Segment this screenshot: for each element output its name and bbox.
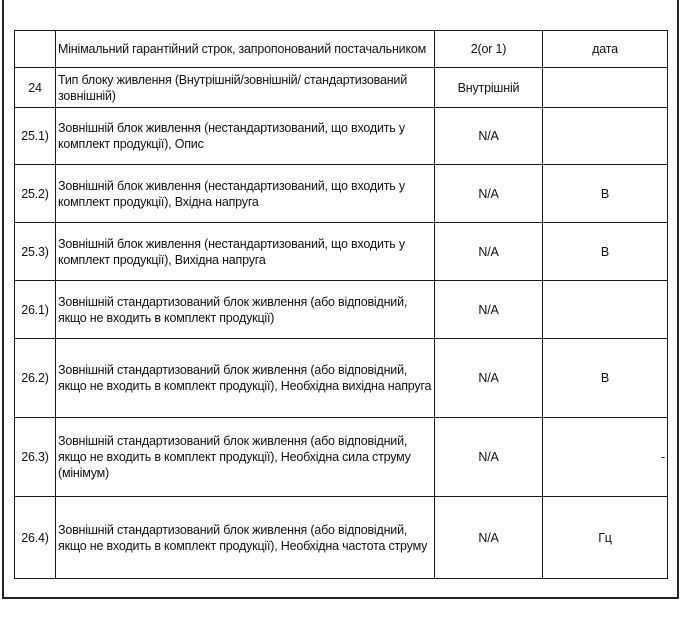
row-value: N/A <box>435 223 543 281</box>
row-unit <box>543 281 668 339</box>
row-number: 26.1) <box>15 281 56 339</box>
row-description: Зовнішній блок живлення (нестандартизований, що входить у комплект продукції), Опис <box>56 108 435 165</box>
row-unit <box>543 108 668 165</box>
row-description: Тип блоку живлення (Внутрішній/зовнішній/ стандартизований зовнішній) <box>56 68 435 108</box>
row-description: Зовнішній стандартизований блок живлення (або відповідний, якщо не входить в комплект продукції) <box>56 281 435 339</box>
row-unit: В <box>543 339 668 418</box>
row-value: N/A <box>435 418 543 497</box>
table-row <box>15 339 668 418</box>
row-number <box>15 31 56 68</box>
row-number: 26.3) <box>15 418 56 497</box>
table-row <box>15 108 668 165</box>
row-unit: дата <box>543 31 668 68</box>
row-value: N/A <box>435 108 543 165</box>
row-description: Зовнішній блок живлення (нестандартизований, що входить у комплект продукції), Вихідна напруга <box>56 223 435 281</box>
row-unit: - <box>543 418 668 497</box>
row-number: 25.2) <box>15 165 56 223</box>
row-value: 2(or 1) <box>435 31 543 68</box>
table-row <box>15 68 668 108</box>
table-row <box>15 418 668 497</box>
row-unit: В <box>543 223 668 281</box>
row-unit: В <box>543 165 668 223</box>
row-description: Зовнішній стандартизований блок живлення (або відповідний, якщо не входить в комплект продукції), Необхідна вихідна напруга <box>56 339 435 418</box>
row-value: Внутрішній <box>435 68 543 108</box>
row-number: 26.4) <box>15 497 56 579</box>
row-value: N/A <box>435 281 543 339</box>
row-number: 25.1) <box>15 108 56 165</box>
table-row <box>15 31 668 68</box>
row-value: N/A <box>435 165 543 223</box>
row-description: Зовнішній стандартизований блок живлення (або відповідний, якщо не входить в комплект продукції), Необхідна частота струму <box>56 497 435 579</box>
table-row <box>15 497 668 579</box>
table-row <box>15 223 668 281</box>
row-description: Зовнішній стандартизований блок живлення (або відповідний, якщо не входить в комплект продукції), Необхідна сила струму (мінімум) <box>56 418 435 497</box>
table-row <box>15 165 668 223</box>
spec-table <box>14 30 668 579</box>
row-value: N/A <box>435 339 543 418</box>
row-description: Зовнішній блок живлення (нестандартизований, що входить у комплект продукції), Вхідна напруга <box>56 165 435 223</box>
row-number: 26.2) <box>15 339 56 418</box>
row-value: N/A <box>435 497 543 579</box>
row-number: 25.3) <box>15 223 56 281</box>
table-row <box>15 281 668 339</box>
row-number: 24 <box>15 68 56 108</box>
row-unit <box>543 68 668 108</box>
row-unit: Гц <box>543 497 668 579</box>
row-description: Мінімальний гарантійний строк, запропонований постачальником <box>56 31 435 68</box>
